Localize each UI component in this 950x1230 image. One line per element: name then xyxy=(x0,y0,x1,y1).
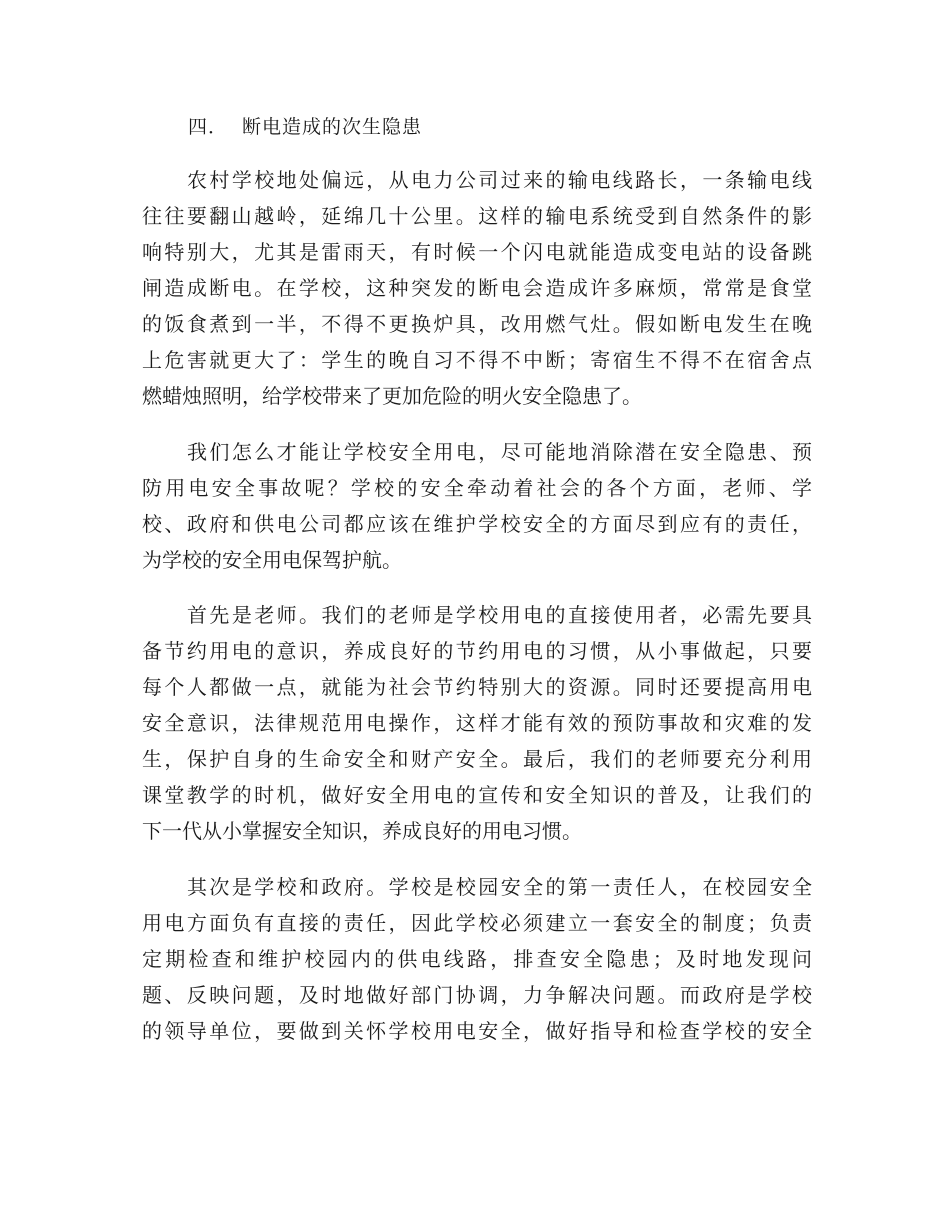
paragraph-line: 我们怎么才能让学校安全用电，尽可能地消除潜在安全隐患、预 xyxy=(187,440,812,464)
paragraph-teachers xyxy=(142,597,812,849)
paragraph-line: 校、政府和供电公司都应该在维护学校安全的方面尽到应有的责任， xyxy=(142,512,812,536)
paragraph-line: 上危害就更大了：学生的晚自习不得不中断；寄宿生不得不在宿舍点 xyxy=(142,348,812,372)
section-heading xyxy=(188,113,422,141)
paragraph-school-and-government xyxy=(142,869,812,1049)
paragraph-line: 定期检查和维护校园内的供电线路，排查安全隐患；及时地发现问 xyxy=(142,947,812,971)
paragraph-how-to-ensure-safety xyxy=(142,434,812,578)
paragraph-line: 题、反映问题，及时地做好部门协调，力争解决问题。而政府是学校 xyxy=(142,983,812,1007)
paragraph-line: 燃蜡烛照明，给学校带来了更加危险的明火安全隐患了。 xyxy=(142,384,642,408)
paragraph-line: 往往要翻山越岭，延绵几十公里。这样的输电系统受到自然条件的影 xyxy=(142,204,812,228)
paragraph-line: 为学校的安全用电保驾护航。 xyxy=(142,548,402,572)
paragraph-line: 用电方面负有直接的责任，因此学校必须建立一套安全的制度；负责 xyxy=(142,911,812,935)
paragraph-line: 其次是学校和政府。学校是校园安全的第一责任人，在校园安全 xyxy=(187,875,812,899)
paragraph-line: 响特别大，尤其是雷雨天，有时候一个闪电就能造成变电站的设备跳 xyxy=(142,240,812,264)
section-number: 四． xyxy=(188,116,229,138)
paragraph-line: 农村学校地处偏远，从电力公司过来的输电线路长，一条输电线 xyxy=(187,168,812,192)
paragraph-line: 的领导单位，要做到关怀学校用电安全，做好指导和检查学校的安全 xyxy=(142,1019,812,1043)
paragraph-line: 生，保护自身的生命安全和财产安全。最后，我们的老师要充分利用 xyxy=(142,747,812,771)
paragraph-line: 的饭食煮到一半，不得不更换炉具，改用燃气灶。假如断电发生在晚 xyxy=(142,312,812,336)
paragraph-line: 闸造成断电。在学校，这种突发的断电会造成许多麻烦，常常是食堂 xyxy=(142,276,812,300)
paragraph-rural-power xyxy=(142,162,812,414)
paragraph-line: 首先是老师。我们的老师是学校用电的直接使用者，必需先要具 xyxy=(187,603,812,627)
section-title: 断电造成的次生隐患 xyxy=(242,116,423,138)
paragraph-line: 防用电安全事故呢？学校的安全牵动着社会的各个方面，老师、学 xyxy=(142,476,812,500)
paragraph-line: 课堂教学的时机，做好安全用电的宣传和安全知识的普及，让我们的 xyxy=(142,783,812,807)
paragraph-line: 每个人都做一点，就能为社会节约特别大的资源。同时还要提高用电 xyxy=(142,675,812,699)
paragraph-line: 安全意识，法律规范用电操作，这样才能有效的预防事故和灾难的发 xyxy=(142,711,812,735)
paragraph-line: 备节约用电的意识，养成良好的节约用电的习惯，从小事做起，只要 xyxy=(142,639,812,663)
paragraph-line: 下一代从小掌握安全知识，养成良好的用电习惯。 xyxy=(142,819,582,843)
